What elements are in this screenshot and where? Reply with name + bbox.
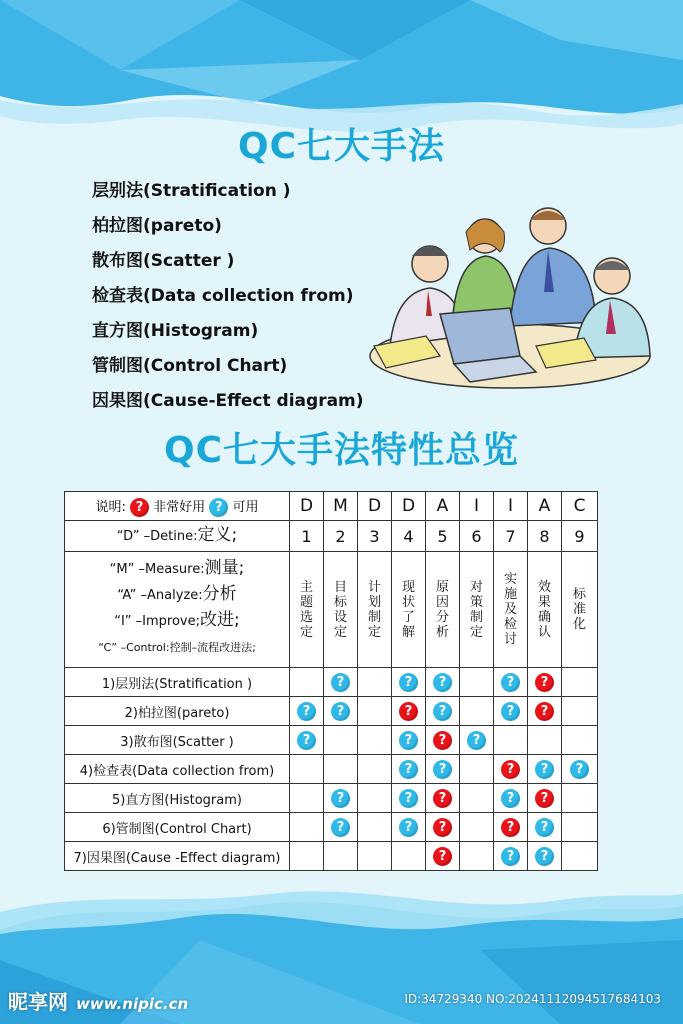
usable-icon: ? <box>501 847 520 866</box>
rating-cell <box>324 697 358 726</box>
rating-cell <box>460 755 494 784</box>
number-row <box>65 521 598 552</box>
rating-cell <box>290 726 324 755</box>
very-good-icon: ? <box>130 498 149 517</box>
usable-icon: ? <box>399 760 418 779</box>
rating-cell <box>358 755 392 784</box>
phase-label: M <box>324 492 358 521</box>
rating-cell <box>392 842 426 871</box>
usable-icon: ? <box>399 731 418 750</box>
rating-cell <box>392 726 426 755</box>
very-good-icon: ? <box>399 702 418 721</box>
row-label: 7)因果图(Cause -Effect diagram) <box>65 842 290 871</box>
rating-cell <box>290 668 324 697</box>
usable-icon: ? <box>535 760 554 779</box>
rating-cell <box>460 842 494 871</box>
phase-label: C <box>562 492 598 521</box>
rating-cell <box>392 668 426 697</box>
method-list <box>92 178 364 423</box>
method-item: 管制图(Control Chart) <box>92 356 288 376</box>
phase-label: D <box>358 492 392 521</box>
step-number: 7 <box>494 521 528 552</box>
rating-cell <box>426 842 460 871</box>
rating-cell <box>324 668 358 697</box>
rating-cell <box>426 668 460 697</box>
row-label: 4)检查表(Data collection from) <box>65 755 290 784</box>
step-name: 标准化 <box>562 552 598 668</box>
phase-label: D <box>392 492 426 521</box>
rating-cell <box>562 842 598 871</box>
step-name: 目标设定 <box>324 552 358 668</box>
rating-cell <box>426 813 460 842</box>
step-name: 原因分析 <box>426 552 460 668</box>
characteristics-table <box>64 491 598 871</box>
legend-prefix: 说明: <box>95 499 126 515</box>
rating-cell <box>324 842 358 871</box>
rating-cell <box>290 784 324 813</box>
rating-cell <box>392 755 426 784</box>
definitions-block: “M” –Measure:测量; “A” –Analyze:分析 “I” –Improve;改进; “C” –Control:控制–流程改进法; <box>65 552 290 668</box>
rating-cell <box>460 813 494 842</box>
table-row <box>65 784 598 813</box>
rating-cell <box>528 784 562 813</box>
usable-icon: ? <box>570 760 589 779</box>
rating-cell <box>290 755 324 784</box>
usable-icon: ? <box>297 702 316 721</box>
row-label: 3)散布图(Scatter ) <box>65 726 290 755</box>
watermark-logo: 昵享网 www.nipic.cn <box>8 990 189 1014</box>
step-number: 6 <box>460 521 494 552</box>
table-row <box>65 668 598 697</box>
rating-cell <box>426 697 460 726</box>
step-number: 9 <box>562 521 598 552</box>
rating-cell <box>358 813 392 842</box>
rating-cell <box>528 726 562 755</box>
usable-icon: ? <box>399 818 418 837</box>
rating-cell <box>494 784 528 813</box>
rating-cell <box>460 668 494 697</box>
rating-cell <box>562 755 598 784</box>
very-good-icon: ? <box>433 731 452 750</box>
rating-cell <box>494 697 528 726</box>
rating-cell <box>426 755 460 784</box>
rating-cell <box>494 668 528 697</box>
method-item: 层别法(Stratification ) <box>92 181 291 201</box>
rating-cell <box>358 726 392 755</box>
row-label: 1)层别法(Stratification ) <box>65 668 290 697</box>
definition-d: “D” –Detine:定义; <box>65 521 290 552</box>
watermark-id: ID:34729340 NO:20241112094517684103 <box>404 992 661 1006</box>
step-name: 现状了解 <box>392 552 426 668</box>
step-number: 2 <box>324 521 358 552</box>
rating-cell <box>290 697 324 726</box>
row-label: 5)直方图(Histogram) <box>65 784 290 813</box>
usable-icon: ? <box>433 760 452 779</box>
usable-icon: ? <box>331 789 350 808</box>
usable-icon: ? <box>297 731 316 750</box>
phase-row <box>65 492 598 521</box>
usable-icon: ? <box>331 818 350 837</box>
usable-icon: ? <box>535 818 554 837</box>
usable-icon: ? <box>501 673 520 692</box>
rating-cell <box>494 842 528 871</box>
phase-label: I <box>494 492 528 521</box>
usable-icon: ? <box>535 847 554 866</box>
table-row <box>65 726 598 755</box>
rating-cell <box>426 784 460 813</box>
page-title: QC七大手法 <box>237 126 446 167</box>
rating-cell <box>324 784 358 813</box>
table-row <box>65 697 598 726</box>
usable-icon: ? <box>501 789 520 808</box>
method-item: 因果图(Cause-Effect diagram) <box>92 391 364 411</box>
rating-cell <box>528 697 562 726</box>
step-name: 效果确认 <box>528 552 562 668</box>
rating-cell <box>562 813 598 842</box>
step-number: 4 <box>392 521 426 552</box>
step-number: 5 <box>426 521 460 552</box>
legend-very-good: 非常好用 <box>153 499 206 515</box>
usable-icon: ? <box>399 789 418 808</box>
step-name: 实施及检讨 <box>494 552 528 668</box>
usable-icon: ? <box>331 673 350 692</box>
rating-cell <box>562 784 598 813</box>
phase-label: I <box>460 492 494 521</box>
very-good-icon: ? <box>535 789 554 808</box>
usable-icon: ? <box>209 498 228 517</box>
overview-title: QC七大手法特性总览 <box>163 430 520 471</box>
legend-usable: 可用 <box>232 499 259 515</box>
rating-cell <box>562 726 598 755</box>
step-number: 8 <box>528 521 562 552</box>
usable-icon: ? <box>467 731 486 750</box>
very-good-icon: ? <box>501 760 520 779</box>
rating-cell <box>460 784 494 813</box>
rating-cell <box>358 784 392 813</box>
very-good-icon: ? <box>433 789 452 808</box>
rating-cell <box>562 697 598 726</box>
method-item: 柏拉图(pareto) <box>92 216 222 236</box>
rating-cell <box>426 726 460 755</box>
rating-cell <box>494 726 528 755</box>
rating-cell <box>324 813 358 842</box>
rating-cell <box>562 668 598 697</box>
legend <box>65 492 290 521</box>
step-name: 对策制定 <box>460 552 494 668</box>
rating-cell <box>528 668 562 697</box>
step-name: 计划制定 <box>358 552 392 668</box>
rating-cell <box>324 755 358 784</box>
rating-cell <box>494 813 528 842</box>
rating-cell <box>460 697 494 726</box>
team-meeting-illustration <box>360 196 660 392</box>
rating-cell <box>358 697 392 726</box>
rating-cell <box>460 726 494 755</box>
very-good-icon: ? <box>535 702 554 721</box>
very-good-icon: ? <box>433 847 452 866</box>
step-name: 主题选定 <box>290 552 324 668</box>
rating-cell <box>290 842 324 871</box>
step-number: 3 <box>358 521 392 552</box>
rating-cell <box>358 842 392 871</box>
rating-cell <box>290 813 324 842</box>
rating-cell <box>392 784 426 813</box>
usable-icon: ? <box>501 702 520 721</box>
rating-cell <box>392 813 426 842</box>
row-label: 2)柏拉图(pareto) <box>65 697 290 726</box>
rating-cell <box>358 668 392 697</box>
very-good-icon: ? <box>433 818 452 837</box>
rating-cell <box>528 755 562 784</box>
step-name-row <box>65 552 598 668</box>
table-row <box>65 755 598 784</box>
very-good-icon: ? <box>501 818 520 837</box>
table-row <box>65 813 598 842</box>
phase-label: D <box>290 492 324 521</box>
usable-icon: ? <box>399 673 418 692</box>
rating-cell <box>528 842 562 871</box>
method-item: 检查表(Data collection from) <box>92 286 354 306</box>
method-rows <box>65 668 598 871</box>
usable-icon: ? <box>433 702 452 721</box>
very-good-icon: ? <box>535 673 554 692</box>
rating-cell <box>528 813 562 842</box>
rating-cell <box>324 726 358 755</box>
row-label: 6)管制图(Control Chart) <box>65 813 290 842</box>
table-row <box>65 842 598 871</box>
phase-label: A <box>426 492 460 521</box>
usable-icon: ? <box>433 673 452 692</box>
phase-label: A <box>528 492 562 521</box>
usable-icon: ? <box>331 702 350 721</box>
method-item: 散布图(Scatter ) <box>92 251 235 271</box>
method-item: 直方图(Histogram) <box>92 321 259 341</box>
rating-cell <box>494 755 528 784</box>
step-number: 1 <box>290 521 324 552</box>
rating-cell <box>392 697 426 726</box>
